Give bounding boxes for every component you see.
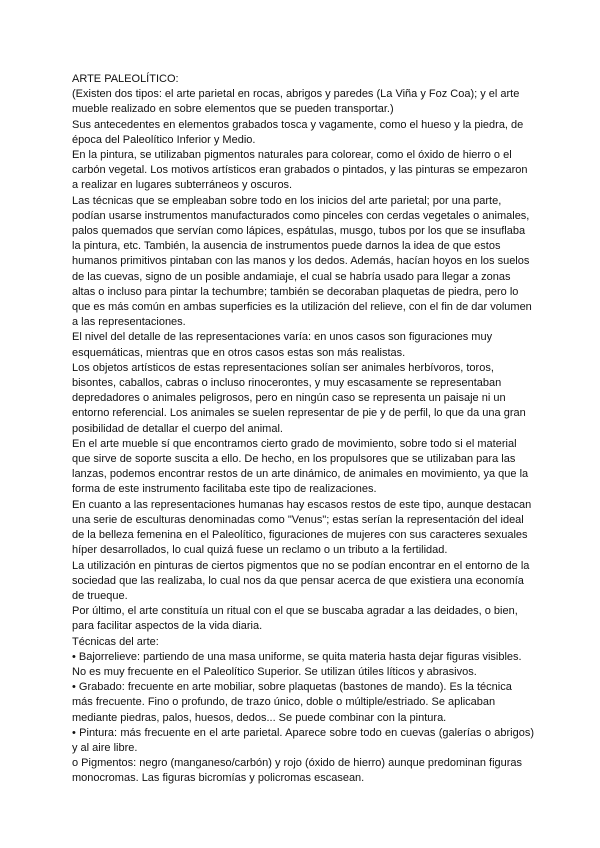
paragraph-human-figures: En cuanto a las representaciones humanas hay escasos restos de este tipo, aunque destacan una serie de esculturas denominadas como "Venus"; estas serían la representación del ideal de la belleza femenina en el Paleolítico, figuraciones de mujeres con sus caracteres sexuales híper desarrollados, lo cual quizá fuese un reclamo o un tributo a la fertilidad. bbox=[72, 498, 532, 557]
paragraph-trade: La utilización en pinturas de ciertos pigmentos que no se podían encontrar en el entorno de la sociedad que las realizaba, lo cual nos da que pensar acerca de que existiera una economía de trueque. bbox=[72, 559, 530, 602]
paragraph-movement: En el arte mueble sí que encontramos cierto grado de movimiento, sobre todo si el material que sirve de soporte suscita a ello. De hecho, en los propulsores que se utilizaban para las lanzas, podemos encontrar restos de un arte dinámico, de animales en movimiento, ya que la forma de este instrumento facilitaba este tipo de realizaciones. bbox=[72, 437, 529, 496]
paragraph-techniques-tools: Las técnicas que se empleaban sobre todo en los inicios del arte parietal; por una parte, podían usarse instrumentos manufacturados como pinceles con cerdas vegetales o animales, palos quemados que servían como lápices, espátulas, musgo, tubos por los que se insuflaba la pintura, etc. También, la ausencia de instrumentos puede darnos la idea de que estos humanos primitivos pintaban con las manos y los dedos. Además, hacían hoyos en los suelos de las cuevas, signo de un posible andamiaje, el cual se habría usado para llegar a zonas altas o incluso para pintar la techumbre; también se decoraban plaquetas de piedra, pero lo que es más común en ambas superficies es la utilización del relieve, con el fin de dar volumen a las representaciones. bbox=[72, 194, 532, 329]
paragraph-subjects: Los objetos artísticos de estas representaciones solían ser animales herbívoros, toros, bisontes, caballos, cabras o incluso rinocerontes, y muy escasamente se representaban depredadores o animales peligrosos, pero en ningún caso se representa un paisaje ni un entorno referencial. Los animales se suelen representar de pie y de perfil, lo que da una gran posibilidad de detallar el cuerpo del animal. bbox=[72, 361, 526, 435]
technique-pintura: • Pintura: más frecuente en el arte parietal. Aparece sobre todo en cuevas (galerías o abrigos) y al aire libre. bbox=[72, 726, 534, 754]
technique-pigmentos: o Pigmentos: negro (manganeso/carbón) y rojo (óxido de hierro) aunque predominan figuras monocromas. Las figuras bicromías y policromas escasean. bbox=[72, 757, 523, 785]
techniques-heading: Técnicas del arte: bbox=[72, 635, 159, 648]
document-body bbox=[72, 72, 534, 787]
paragraph-intro: (Existen dos tipos: el arte parietal en rocas, abrigos y paredes (La Viña y Foz Coa); y el arte mueble realizado en sobre elementos que se pueden transportar.) bbox=[72, 88, 520, 116]
paragraph-ritual: Por último, el arte constituía un ritual con el que se buscaba agradar a las deidades, o bien, para facilitar aspectos de la vida diaria. bbox=[72, 605, 518, 633]
paragraph-detail-level: El nivel del detalle de las representaciones varía: en unos casos son figuraciones muy esquemáticas, mientras que en otros casos estas son más realistas. bbox=[72, 331, 493, 359]
technique-grabado: • Grabado: frecuente en arte mobiliar, sobre plaquetas (bastones de mando). Es la técnica más frecuente. Fino o profundo, de trazo único, doble o múltiple/estriado. Se aplicaban mediante piedras, palos, huesos, dedos... Se puede combinar con la pintura. bbox=[72, 681, 512, 724]
technique-bajorrelieve: • Bajorrelieve: partiendo de una masa uniforme, se quita materia hasta dejar figuras visibles. No es muy frecuente en el Paleolítico Superior. Se utilizan útiles líticos y abrasivos. bbox=[72, 650, 522, 678]
paragraph-pigments: En la pintura, se utilizaban pigmentos naturales para colorear, como el óxido de hierro o el carbón vegetal. Los motivos artísticos eran grabados o pintados, y las pinturas se empezaron a realizar en lugares subterráneos y oscuros. bbox=[72, 149, 528, 192]
paragraph-antecedents: Sus antecedentes en elementos grabados tosca y vagamente, como el hueso y la piedra, de época del Paleolítico Inferior y Medio. bbox=[72, 118, 524, 146]
document-title: ARTE PALEOLÍTICO: bbox=[72, 73, 179, 85]
